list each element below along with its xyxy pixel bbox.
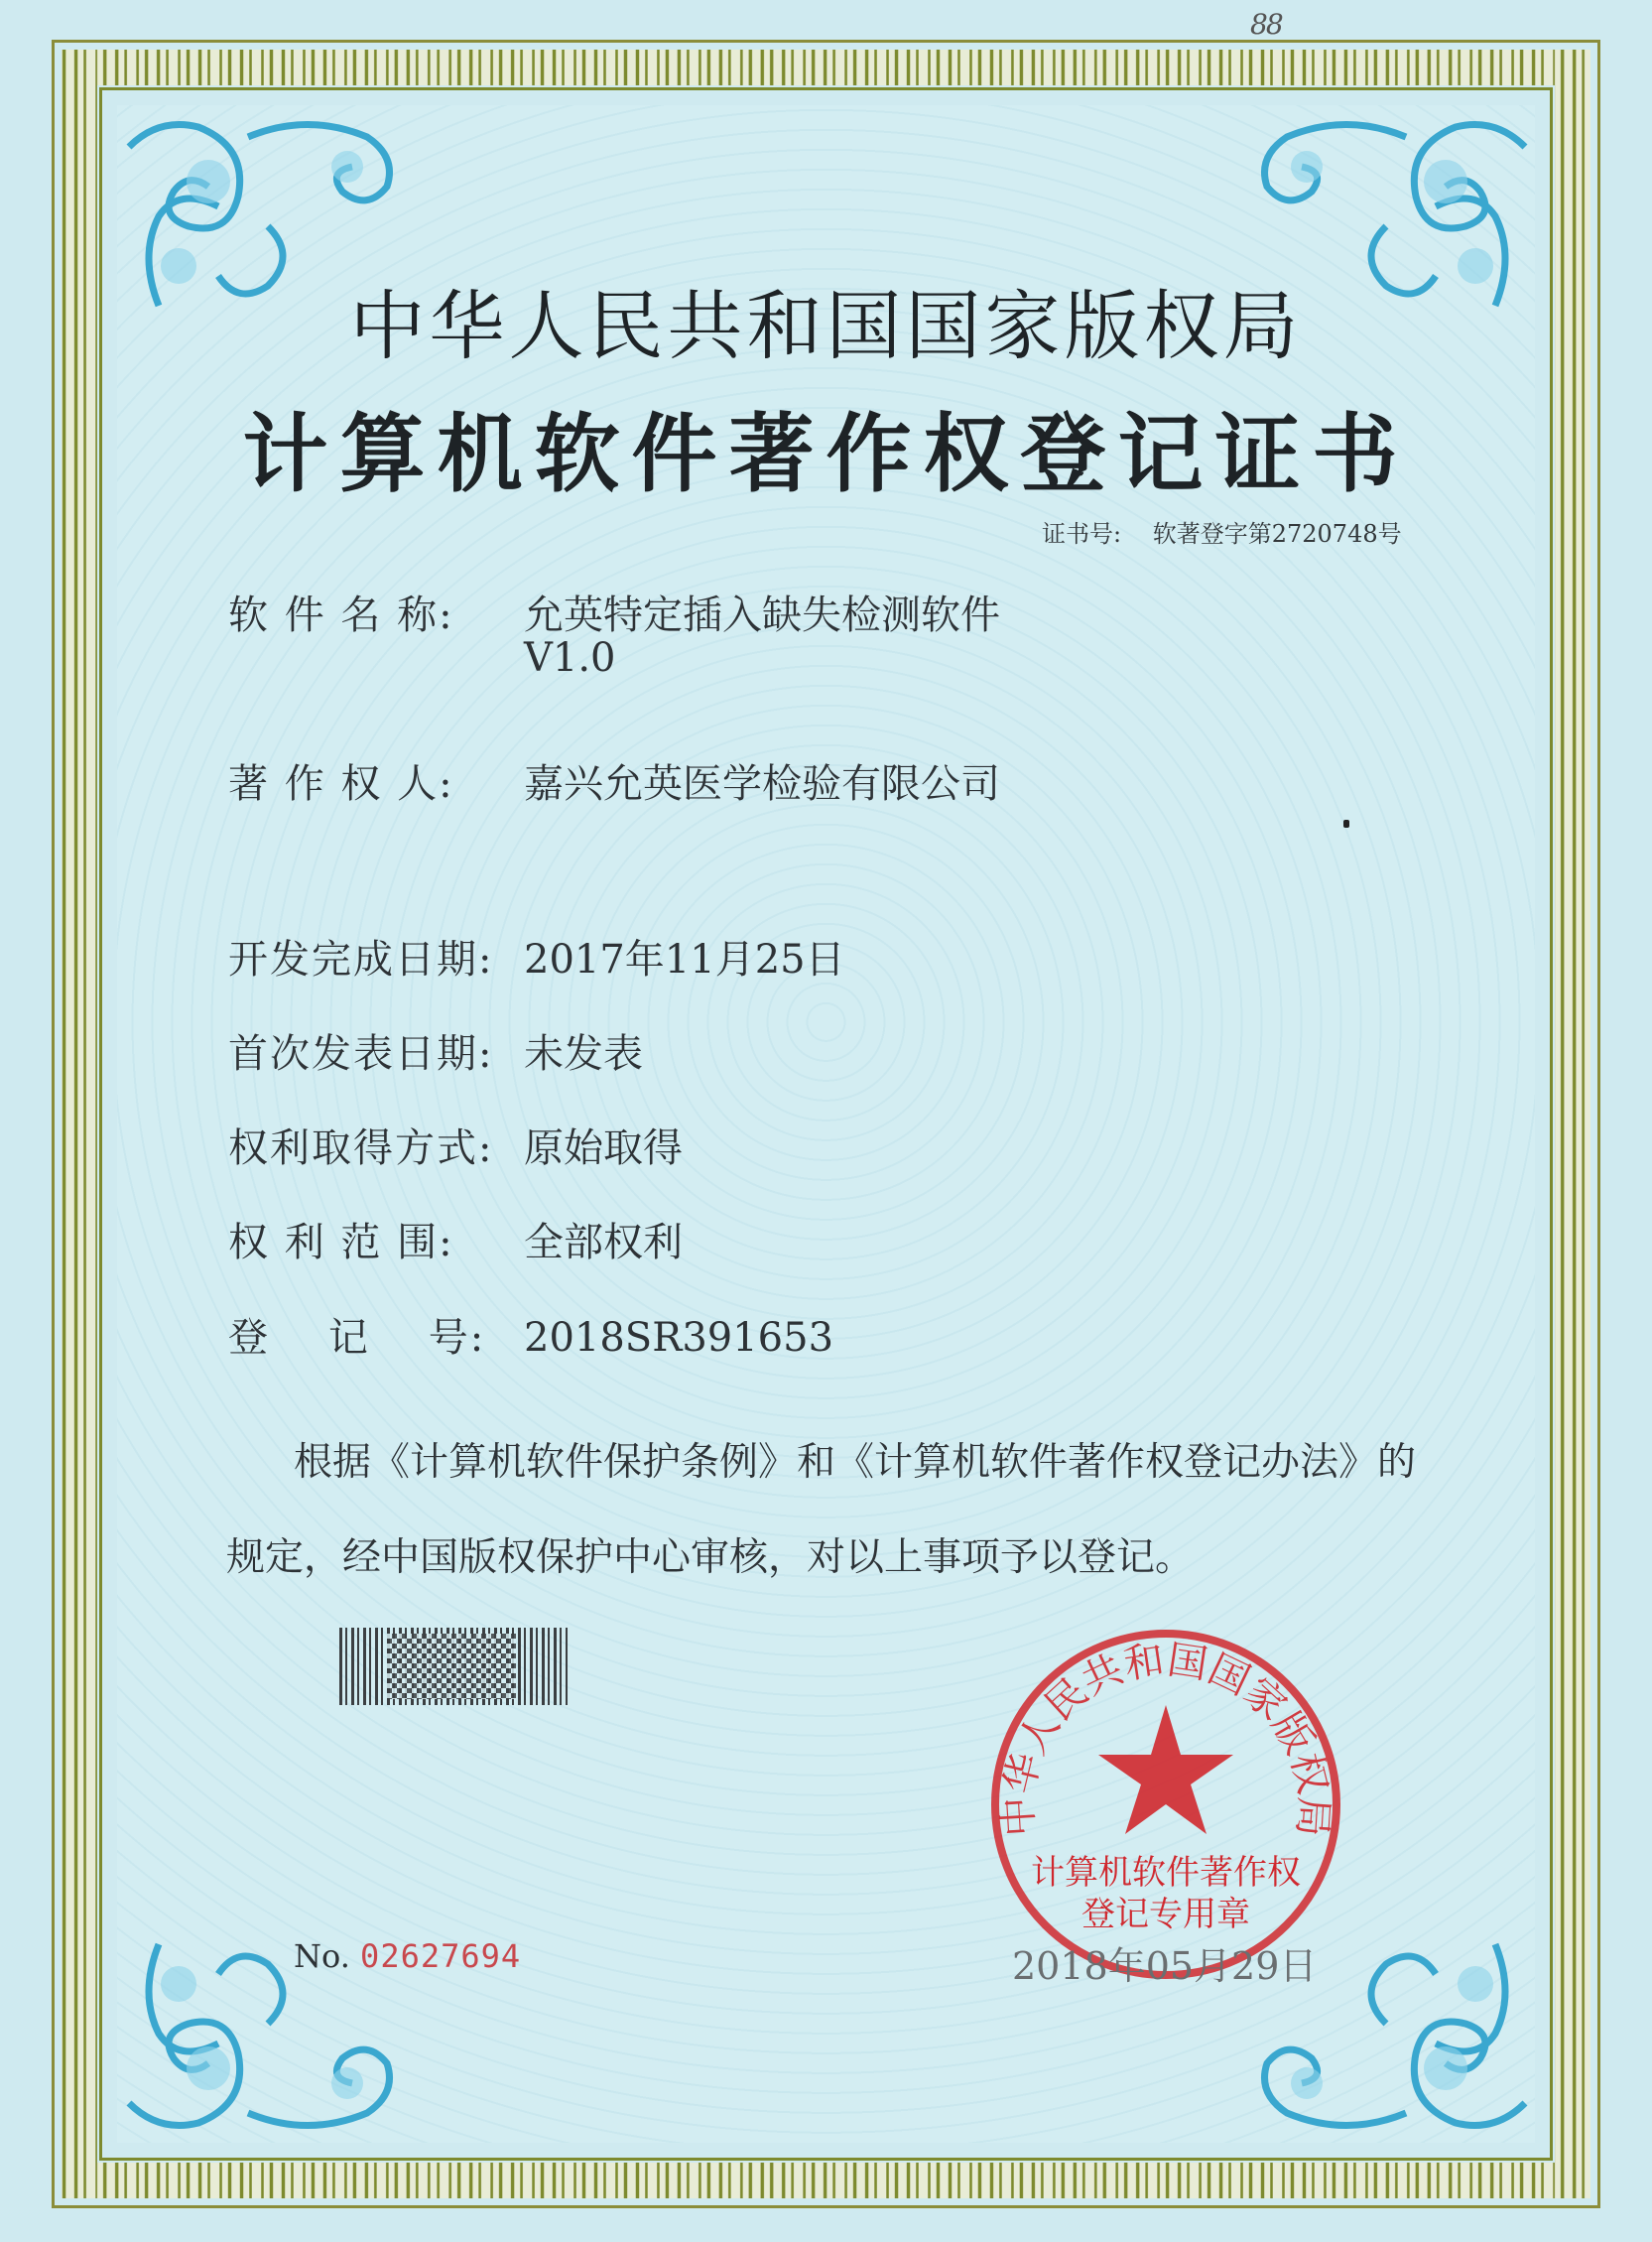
serial-number — [294, 1937, 521, 1975]
first-publication-value: 未发表 — [524, 1031, 643, 1077]
seal-inner-line-1: 计算机软件著作权 — [1031, 1853, 1301, 1893]
issue-date: 2018年05月29日 — [1012, 1944, 1318, 1988]
acquisition-method-label: 权利取得方式: — [228, 1125, 494, 1171]
software-name-value: 允英特定插入缺失检测软件 — [524, 593, 1000, 638]
registration-number-label: 登 记 号: — [228, 1315, 486, 1361]
certificate-number — [1042, 514, 1402, 549]
certificate-title: 计算机软件著作权登记证书 — [242, 404, 1410, 504]
seal-ring-text: 中华人民共和国国家版权局 — [995, 1637, 1336, 1838]
acquisition-method-value: 原始取得 — [524, 1125, 683, 1171]
copyright-holder-label: 著 作 权 人: — [228, 761, 454, 807]
completion-date-value: 2017年11月25日 — [524, 937, 845, 983]
field-rights-scope — [228, 1211, 683, 1267]
software-version: V1.0 — [524, 635, 616, 681]
rights-scope-label: 权 利 范 围: — [228, 1220, 454, 1265]
copyright-holder-value: 嘉兴允英医学检验有限公司 — [524, 761, 1000, 807]
completion-date-label: 开发完成日期: — [228, 937, 494, 983]
field-acquisition-method — [228, 1117, 683, 1173]
barcode — [339, 1628, 568, 1705]
field-registration-number — [228, 1306, 833, 1363]
software-name-label: 软 件 名 称: — [228, 593, 454, 638]
first-publication-label: 首次发表日期: — [228, 1031, 494, 1077]
statement-line-2: 规定，经中国版权保护中心审核，对以上事项予以登记。 — [226, 1535, 1195, 1580]
registration-number-value: 2018SR391653 — [524, 1315, 834, 1361]
rights-scope-value: 全部权利 — [524, 1220, 683, 1265]
serial-value: 02627694 — [360, 1937, 522, 1975]
qr-code — [387, 1634, 516, 1699]
certificate-number-value: 软著登字第2720748号 — [1152, 520, 1402, 548]
handwritten-mark: 88 — [1250, 8, 1282, 41]
certificate-number-label: 证书号: — [1042, 520, 1122, 548]
field-first-publication — [228, 1022, 643, 1079]
statement-line-1: 根据《计算机软件保护条例》和《计算机软件著作权登记办法》的 — [294, 1440, 1417, 1485]
issuer-title: 中华人民共和国国家版权局 — [349, 282, 1303, 370]
field-software-name — [228, 584, 1000, 681]
serial-label: No. — [294, 1937, 350, 1975]
ink-dot — [1343, 820, 1349, 828]
field-copyright-holder — [228, 752, 1000, 809]
seal-inner-line-2: 登记专用章 — [1081, 1895, 1250, 1934]
field-completion-date — [228, 928, 845, 985]
